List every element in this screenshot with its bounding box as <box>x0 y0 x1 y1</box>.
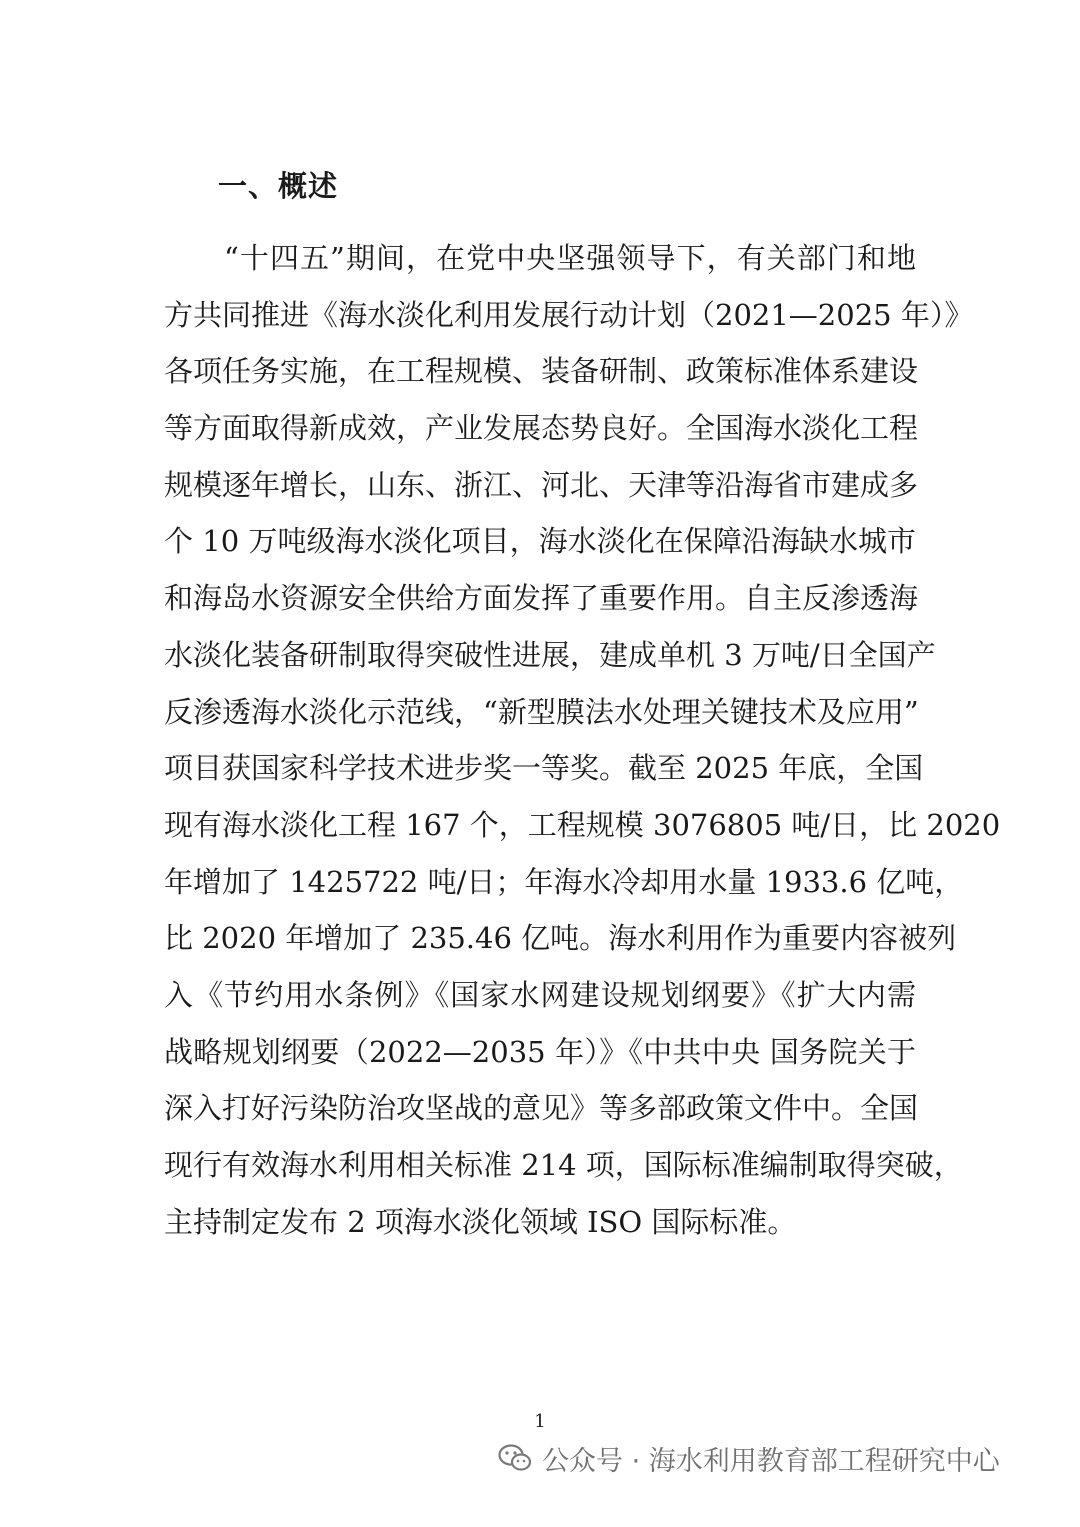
paragraph-line: 规模逐年增长，山东、浙江、河北、天津等沿海省市建成多 <box>164 467 919 502</box>
watermark <box>498 1436 1000 1480</box>
watermark-text: 公众号 · 海水利用教育部工程研究中心 <box>542 1445 1000 1477</box>
paragraph-line: 个 10 万吨级海水淡化项目，海水淡化在保障沿海缺水城市 <box>164 524 916 559</box>
body-paragraph <box>164 230 1001 1250</box>
section-heading: 一、概述 <box>218 169 339 203</box>
wechat-icon <box>498 1443 532 1473</box>
paragraph-line: 反渗透海水淡化示范线，“新型膜法水处理关键技术及应用” <box>164 694 919 729</box>
paragraph-line: 方共同推进《海水淡化利用发展行动计划（2021—2025 年）》 <box>164 297 974 332</box>
paragraph-line: 深入打好污染防治攻坚战的意见》等多部政策文件中。全国 <box>164 1091 919 1126</box>
paragraph-line: 入《节约用水条例》《国家水网建设规划纲要》《扩大内需 <box>164 977 916 1012</box>
page-number: 1 <box>534 1411 546 1432</box>
paragraph-line: 年增加了 1425722 吨/日；年海水冷却用水量 1933.6 亿吨， <box>164 864 964 899</box>
paragraph-line: 等方面取得新成效，产业发展态势良好。全国海水淡化工程 <box>164 411 919 446</box>
paragraph-line: 现行有效海水利用相关标准 214 项，国际标准编制取得突破， <box>164 1148 963 1182</box>
paragraph-line: “十四五”期间，在党中央坚强领导下，有关部门和地 <box>224 241 916 275</box>
paragraph-line: 项目获国家科学技术进步奖一等奖。截至 2025 年底，全国 <box>164 751 924 786</box>
paragraph-line: 比 2020 年增加了 235.46 亿吨。海水利用作为重要内容被列 <box>164 921 957 956</box>
paragraph-line: 各项任务实施，在工程规模、装备研制、政策标准体系建设 <box>164 354 919 389</box>
paragraph-line: 现有海水淡化工程 167 个，工程规模 3076805 吨/日，比 2020 <box>164 807 1001 842</box>
paragraph-line: 战略规划纲要（2022—2035 年）》《中共中央 国务院关于 <box>164 1034 916 1069</box>
paragraph-line: 主持制定发布 2 项海水淡化领域 ISO 国际标准。 <box>164 1204 797 1239</box>
paragraph-line: 水淡化装备研制取得突破性进展，建成单机 3 万吨/日全国产 <box>164 637 936 672</box>
paragraph-line: 和海岛水资源安全供给方面发挥了重要作用。自主反渗透海 <box>164 581 919 616</box>
